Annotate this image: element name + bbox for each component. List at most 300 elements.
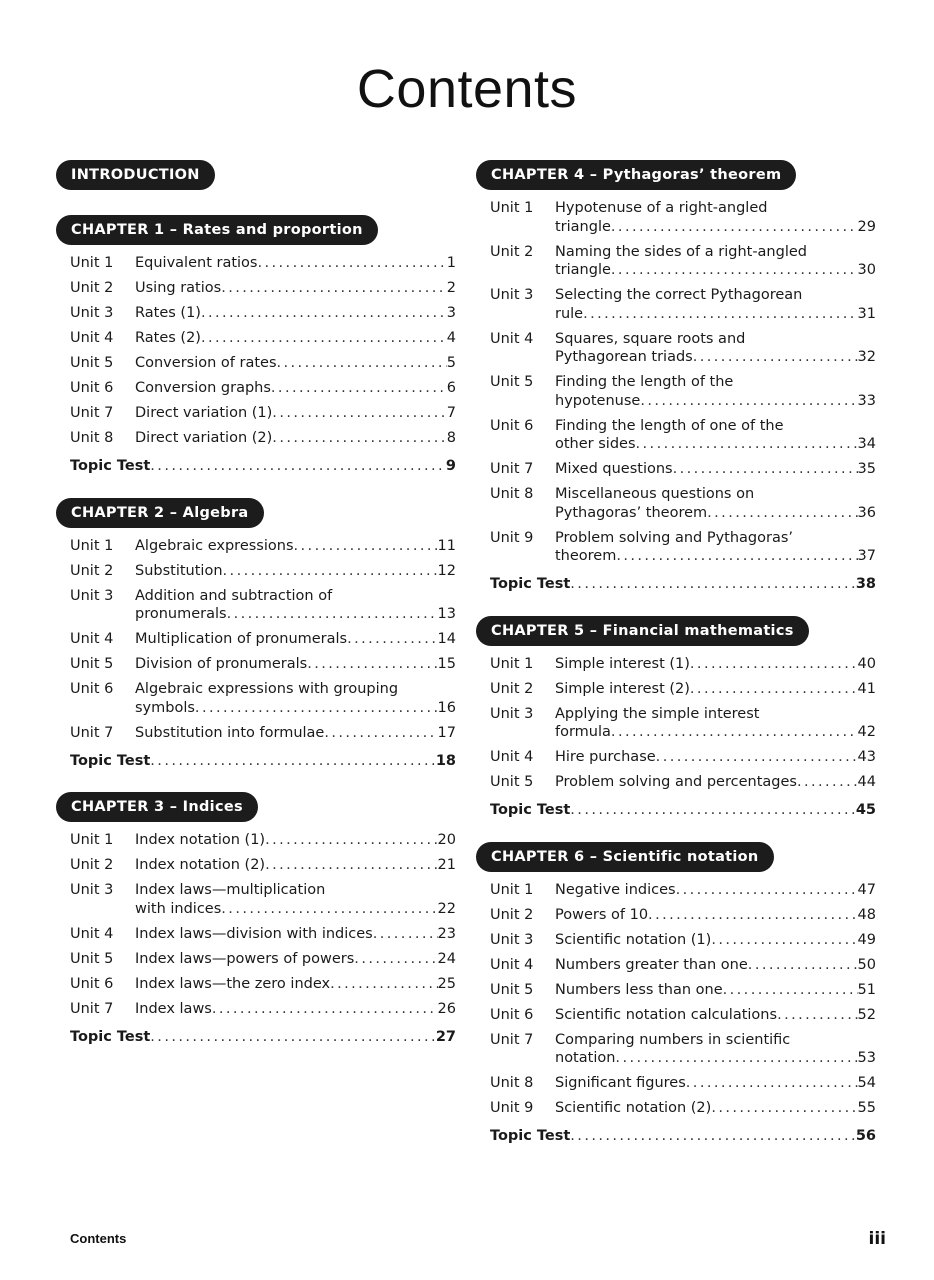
- toc-entry[interactable]: [70, 627, 456, 652]
- dot-leader: [570, 1127, 856, 1146]
- right-column: [476, 160, 876, 1168]
- dot-leader: [294, 537, 438, 556]
- unit-number: Unit 2: [490, 680, 534, 697]
- leader-line: [555, 435, 876, 454]
- leader-line: [555, 504, 876, 523]
- dot-leader: [797, 773, 858, 792]
- page-number: 32: [857, 349, 876, 365]
- unit-number: Unit 5: [490, 981, 534, 998]
- unit-body: [135, 254, 456, 273]
- dot-leader: [373, 925, 438, 944]
- topic-test-entry[interactable]: [490, 569, 876, 594]
- dot-leader: [611, 261, 858, 280]
- introduction-heading[interactable]: INTRODUCTION: [56, 160, 215, 190]
- dot-leader: [257, 254, 446, 273]
- unit-number: Unit 1: [490, 881, 534, 898]
- page-number: 16: [437, 699, 456, 716]
- dot-leader: [777, 1006, 857, 1025]
- unit-title-first-line: Finding the length of the: [555, 374, 734, 390]
- toc-entry[interactable]: [490, 1071, 876, 1096]
- page-number: 2: [446, 280, 456, 296]
- page-number: 49: [857, 931, 876, 948]
- toc-entry[interactable]: [490, 1096, 876, 1121]
- page-number: 42: [857, 724, 876, 740]
- unit-number: Unit 2: [490, 243, 534, 260]
- unit-body: [135, 831, 456, 850]
- page-number: 15: [437, 656, 456, 672]
- unit-number: Unit 8: [70, 430, 114, 446]
- unit-title: Scientific notation (1): [555, 931, 712, 948]
- unit-number: Unit 7: [70, 405, 114, 421]
- unit-title: with indices: [135, 900, 222, 917]
- dot-leader: [201, 329, 447, 348]
- unit-body: [555, 460, 876, 479]
- dot-leader: [150, 1028, 436, 1047]
- dot-leader: [640, 392, 857, 411]
- unit-list: [476, 878, 876, 1146]
- toc-entry[interactable]: [490, 1003, 876, 1028]
- unit-body: [555, 655, 876, 674]
- leader-line: [135, 856, 456, 875]
- leader-line: [555, 547, 876, 566]
- toc-entry[interactable]: [490, 928, 876, 953]
- dot-leader: [277, 354, 447, 373]
- unit-number: Unit 4: [70, 330, 114, 346]
- topic-test-page-number: 45: [855, 802, 876, 818]
- unit-body: [555, 1006, 876, 1025]
- leader-line: [135, 630, 456, 649]
- toc-entry[interactable]: [490, 196, 876, 240]
- page-number: 24: [437, 950, 456, 967]
- unit-title: Equivalent ratios: [135, 255, 258, 271]
- chapter-heading[interactable]: CHAPTER 4 – Pythagoras’ theorem: [476, 160, 796, 190]
- leader-line: [135, 304, 456, 323]
- unit-body: [135, 680, 456, 717]
- chapter-heading[interactable]: CHAPTER 1 – Rates and proportion: [56, 215, 378, 245]
- page-number: 52: [857, 1006, 876, 1023]
- unit-title: Rates (2): [135, 330, 201, 346]
- leader-line: [135, 354, 456, 373]
- leader-line: [135, 429, 456, 448]
- leader-line: [555, 748, 876, 767]
- page-number: 25: [437, 975, 456, 992]
- unit-title-first-line: Naming the sides of a right-angled: [555, 243, 807, 260]
- page-number: 35: [857, 461, 876, 477]
- page-number: 48: [857, 906, 876, 923]
- unit-number: Unit 4: [490, 330, 534, 347]
- toc-entry[interactable]: [490, 327, 876, 371]
- toc-entry[interactable]: [490, 457, 876, 482]
- toc-entry[interactable]: [70, 326, 456, 351]
- topic-test-entry[interactable]: [70, 746, 456, 771]
- unit-body: [135, 279, 456, 298]
- dot-leader: [636, 435, 858, 454]
- toc-entry[interactable]: [490, 677, 876, 702]
- page-number: 13: [437, 606, 456, 622]
- unit-number: Unit 5: [70, 656, 114, 672]
- page-number: 51: [857, 981, 876, 998]
- unit-body: [555, 981, 876, 1000]
- topic-test-label: Topic Test: [70, 1028, 151, 1045]
- unit-number: Unit 8: [490, 486, 534, 502]
- page-number: 4: [446, 330, 456, 346]
- unit-title-first-line: Index laws—multiplication: [135, 882, 326, 898]
- unit-title: Index laws—powers of powers: [135, 950, 355, 967]
- unit-title: Conversion of rates: [135, 355, 277, 371]
- dot-leader: [272, 429, 446, 448]
- unit-title-first-line: Finding the length of one of the: [555, 417, 784, 434]
- topic-test-page-number: 38: [855, 576, 876, 592]
- dot-leader: [347, 630, 437, 649]
- leader-line: [135, 562, 456, 581]
- unit-title-first-line: Selecting the correct Pythagorean: [555, 287, 803, 303]
- leader-line: [555, 773, 876, 792]
- topic-test-entry[interactable]: [490, 795, 876, 820]
- chapter-section: [476, 160, 876, 594]
- page-number: 22: [437, 900, 456, 917]
- dot-leader: [611, 218, 858, 237]
- unit-title: Direct variation (2): [135, 430, 273, 446]
- unit-number: Unit 2: [70, 562, 114, 579]
- unit-title: Pythagoras’ theorem: [555, 504, 708, 521]
- dot-leader: [676, 881, 858, 900]
- page-number: 21: [437, 857, 456, 873]
- leader-line: [555, 881, 876, 900]
- unit-title: Rates (1): [135, 305, 201, 321]
- topic-test-label: Topic Test: [490, 576, 571, 592]
- toc-entry[interactable]: [70, 534, 456, 559]
- chapter-section: [56, 215, 456, 476]
- unit-title: pronumerals: [135, 606, 227, 622]
- unit-title: Powers of 10: [555, 906, 649, 923]
- unit-body: [555, 1099, 876, 1118]
- unit-body: [135, 429, 456, 448]
- unit-number: Unit 2: [70, 280, 114, 296]
- leader-line: [555, 348, 876, 367]
- toc-entry[interactable]: [70, 584, 456, 628]
- topic-test-label: Topic Test: [490, 1128, 571, 1144]
- unit-list: [476, 196, 876, 594]
- unit-body: [555, 906, 876, 925]
- leader-line: [135, 329, 456, 348]
- unit-number: Unit 7: [70, 724, 114, 741]
- unit-title: Scientific notation (2): [555, 1100, 712, 1116]
- dot-leader: [690, 680, 858, 699]
- unit-title: hypotenuse: [555, 392, 641, 409]
- unit-title: Conversion graphs: [135, 380, 271, 396]
- toc-entry[interactable]: [490, 978, 876, 1003]
- leader-line: [555, 460, 876, 479]
- page-number: 41: [857, 680, 876, 697]
- page-title: Contents: [356, 59, 578, 119]
- topic-test-entry[interactable]: [490, 1121, 876, 1146]
- toc-entry[interactable]: [490, 1028, 876, 1072]
- page-number: 54: [857, 1075, 876, 1091]
- toc-entry[interactable]: [490, 370, 876, 414]
- toc-entry[interactable]: [490, 702, 876, 746]
- toc-entry[interactable]: [70, 401, 456, 426]
- unit-title-first-line: Miscellaneous questions on: [555, 486, 755, 502]
- leader-line: [555, 261, 876, 280]
- chapter-heading[interactable]: CHAPTER 2 – Algebra: [56, 498, 264, 528]
- unit-title: rule: [555, 305, 584, 322]
- page-number: 1: [446, 255, 456, 271]
- toc-entry[interactable]: [70, 351, 456, 376]
- topic-test-label: Topic Test: [70, 752, 151, 769]
- unit-body: [555, 1031, 876, 1068]
- unit-title: Mixed questions: [555, 461, 673, 477]
- unit-title: triangle: [555, 218, 611, 235]
- dot-leader: [307, 655, 437, 674]
- toc-entry[interactable]: [490, 414, 876, 458]
- toc-entry[interactable]: [490, 770, 876, 795]
- page-number: 17: [437, 724, 456, 741]
- toc-entry[interactable]: [70, 376, 456, 401]
- toc-entry[interactable]: [70, 301, 456, 326]
- unit-number: Unit 3: [70, 305, 114, 321]
- leader-line: [135, 699, 456, 718]
- page-number: 20: [437, 832, 456, 848]
- dot-leader: [673, 460, 858, 479]
- toc-entry[interactable]: [490, 240, 876, 284]
- page-number: 55: [857, 1100, 876, 1116]
- leader-line: [555, 906, 876, 925]
- page-number: 36: [857, 504, 876, 521]
- dot-leader: [583, 305, 857, 324]
- leader-line: [135, 537, 456, 556]
- unit-number: Unit 6: [70, 681, 114, 697]
- unit-title: Problem solving and percentages: [555, 774, 797, 790]
- dot-leader: [330, 975, 437, 994]
- unit-number: Unit 6: [490, 1006, 534, 1023]
- leader-line: [555, 392, 876, 411]
- toc-entry[interactable]: [490, 482, 876, 526]
- unit-number: Unit 7: [70, 1000, 114, 1017]
- toc-entry[interactable]: [490, 953, 876, 978]
- topic-test-page-number: 27: [435, 1028, 456, 1045]
- unit-title: Multiplication of pronumerals: [135, 631, 348, 647]
- unit-body: [135, 587, 456, 624]
- unit-body: [135, 655, 456, 674]
- dot-leader: [195, 699, 438, 718]
- unit-body: [555, 373, 876, 410]
- toc-entry[interactable]: [70, 972, 456, 997]
- unit-number: Unit 5: [490, 374, 534, 390]
- leader-line: [135, 655, 456, 674]
- page-number: 30: [857, 262, 876, 278]
- unit-body: [135, 329, 456, 348]
- dot-leader: [212, 1000, 438, 1019]
- toc-entry[interactable]: [70, 677, 456, 721]
- dot-leader: [648, 906, 858, 925]
- leader-line: [135, 279, 456, 298]
- unit-body: [135, 630, 456, 649]
- page-number: 29: [857, 218, 876, 235]
- page-number: 50: [857, 956, 876, 973]
- unit-list: [56, 534, 456, 771]
- unit-body: [555, 705, 876, 742]
- unit-title: Negative indices: [555, 881, 676, 898]
- unit-body: [135, 537, 456, 556]
- leader-line: [555, 680, 876, 699]
- unit-title: Index notation (2): [135, 857, 266, 873]
- unit-body: [135, 950, 456, 969]
- unit-number: Unit 6: [70, 380, 114, 396]
- chapter-section: [476, 616, 876, 820]
- unit-title-first-line: Problem solving and Pythagoras’: [555, 529, 794, 546]
- dot-leader: [223, 562, 438, 581]
- dot-leader: [221, 279, 447, 298]
- unit-list: [476, 652, 876, 820]
- toc-entry[interactable]: [490, 878, 876, 903]
- unit-body: [555, 199, 876, 236]
- unit-body: [135, 562, 456, 581]
- toc-entry[interactable]: [490, 652, 876, 677]
- unit-body: [555, 956, 876, 975]
- toc-entry[interactable]: [70, 828, 456, 853]
- unit-title: Simple interest (1): [555, 655, 690, 672]
- dot-leader: [150, 752, 436, 771]
- leader-line: [555, 956, 876, 975]
- dot-leader: [354, 950, 437, 969]
- unit-body: [555, 330, 876, 367]
- toc-entry[interactable]: [70, 721, 456, 746]
- unit-number: Unit 3: [490, 931, 534, 948]
- toc-entry[interactable]: [70, 997, 456, 1022]
- unit-title: Index laws: [135, 1000, 212, 1017]
- unit-body: [135, 379, 456, 398]
- toc-entry[interactable]: [490, 283, 876, 327]
- unit-title: Hire purchase: [555, 749, 656, 765]
- leader-line: [555, 981, 876, 1000]
- toc-entry[interactable]: [70, 878, 456, 922]
- leader-line: [135, 1000, 456, 1019]
- leader-line: [135, 975, 456, 994]
- unit-number: Unit 4: [490, 749, 534, 765]
- unit-number: Unit 4: [490, 956, 534, 973]
- unit-number: Unit 2: [70, 857, 114, 873]
- chapter-heading[interactable]: CHAPTER 5 – Financial mathematics: [476, 616, 809, 646]
- unit-body: [555, 1074, 876, 1093]
- topic-test-label: Topic Test: [490, 802, 571, 818]
- unit-body: [135, 354, 456, 373]
- unit-body: [555, 485, 876, 522]
- page-number: 43: [857, 749, 876, 765]
- unit-body: [135, 975, 456, 994]
- unit-title: Using ratios: [135, 280, 222, 296]
- page-number: 31: [857, 305, 876, 322]
- chapter-heading[interactable]: CHAPTER 6 – Scientific notation: [476, 842, 774, 872]
- unit-title: Numbers less than one: [555, 981, 723, 998]
- footer-section-label: Contents: [70, 1231, 127, 1246]
- leader-line: [135, 831, 456, 850]
- unit-title: Index laws—division with indices: [135, 925, 373, 942]
- unit-title: Direct variation (1): [135, 405, 273, 421]
- unit-body: [555, 529, 876, 566]
- dot-leader: [656, 748, 858, 767]
- unit-number: Unit 1: [70, 832, 114, 848]
- toc-entry[interactable]: [70, 426, 456, 451]
- page-number: 23: [437, 925, 456, 942]
- page-number: 12: [437, 562, 456, 579]
- right-chapters: [476, 160, 876, 1146]
- topic-test-entry[interactable]: [70, 451, 456, 476]
- unit-title: Algebraic expressions: [135, 537, 294, 554]
- unit-list: [56, 828, 456, 1046]
- topic-test-entry[interactable]: [70, 1022, 456, 1047]
- toc-entry[interactable]: [490, 526, 876, 570]
- chapter-section: [476, 842, 876, 1146]
- toc-entry[interactable]: [70, 559, 456, 584]
- page-number: 44: [857, 774, 876, 790]
- unit-body: [555, 773, 876, 792]
- unit-number: Unit 6: [490, 417, 534, 434]
- unit-title: Substitution: [135, 562, 223, 579]
- unit-title: formula: [555, 724, 611, 740]
- unit-number: Unit 5: [490, 774, 534, 790]
- unit-number: Unit 3: [490, 705, 534, 722]
- dot-leader: [271, 379, 447, 398]
- unit-title-first-line: Applying the simple interest: [555, 705, 760, 722]
- chapter-section: [56, 498, 456, 771]
- toc-entry[interactable]: [70, 276, 456, 301]
- dot-leader: [570, 801, 856, 820]
- dot-leader: [150, 457, 446, 476]
- chapter-heading[interactable]: CHAPTER 3 – Indices: [56, 792, 258, 822]
- topic-test-label: Topic Test: [70, 458, 151, 474]
- toc-entry[interactable]: [70, 853, 456, 878]
- unit-number: Unit 3: [70, 882, 114, 898]
- unit-body: [135, 881, 456, 918]
- dot-leader: [272, 404, 446, 423]
- unit-title-first-line: Comparing numbers in scientific: [555, 1031, 791, 1048]
- toc-entry[interactable]: [70, 251, 456, 276]
- page-number: 14: [437, 631, 456, 647]
- unit-number: Unit 2: [490, 906, 534, 923]
- unit-body: [135, 1000, 456, 1019]
- page-number: 5: [446, 355, 456, 371]
- unit-title: Substitution into formulae: [135, 724, 325, 741]
- page-number: 3: [446, 305, 456, 321]
- unit-title: Division of pronumerals: [135, 656, 308, 672]
- unit-body: [135, 856, 456, 875]
- dot-leader: [711, 1099, 857, 1118]
- unit-title: Simple interest (2): [555, 680, 690, 697]
- toc-entry[interactable]: [70, 947, 456, 972]
- unit-title: symbols: [135, 699, 195, 716]
- page-number: 40: [857, 655, 876, 672]
- toc-entry[interactable]: [490, 745, 876, 770]
- dot-leader: [221, 900, 437, 919]
- dot-leader: [690, 655, 858, 674]
- page-number: 37: [857, 548, 876, 564]
- unit-body: [555, 931, 876, 950]
- unit-number: Unit 5: [70, 355, 114, 371]
- unit-body: [555, 243, 876, 280]
- toc-entry[interactable]: [70, 652, 456, 677]
- unit-body: [555, 417, 876, 454]
- unit-body: [135, 304, 456, 323]
- page-number: 7: [446, 405, 456, 421]
- unit-body: [555, 881, 876, 900]
- page-number: 33: [857, 392, 876, 409]
- unit-body: [135, 404, 456, 423]
- unit-number: Unit 1: [70, 537, 114, 554]
- unit-number: Unit 7: [490, 1031, 534, 1048]
- toc-entry[interactable]: [490, 903, 876, 928]
- footer-page-number: iii: [868, 1229, 886, 1249]
- toc-entry[interactable]: [70, 922, 456, 947]
